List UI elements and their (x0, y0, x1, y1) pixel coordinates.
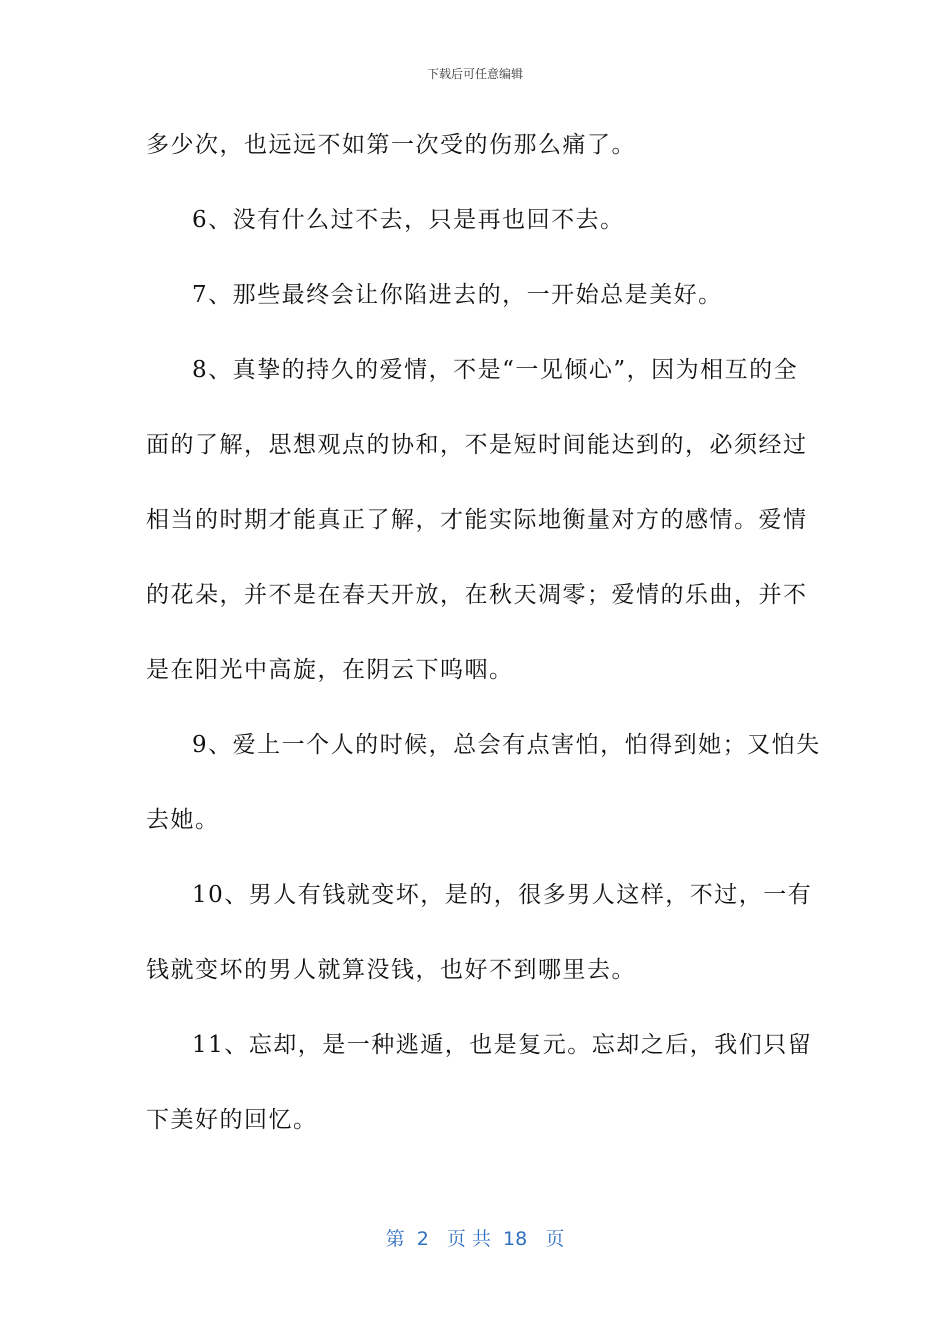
text-line: 11、忘却，是一种逃遁，也是复元。忘却之后，我们只留 (192, 1032, 813, 1058)
text-line: 9、爱上一个人的时候，总会有点害怕，怕得到她；又怕失 (192, 732, 821, 758)
text-line: 下美好的回忆。 (146, 1107, 318, 1133)
page-header: 下载后可任意编辑 (426, 67, 523, 81)
page-number-footer: 第 2 页 共 18 页 (385, 1228, 565, 1250)
text-line: 7、那些最终会让你陷进去的，一开始总是美好。 (192, 282, 723, 308)
text-line: 面的了解，思想观点的协和，不是短时间能达到的，必须经过 (146, 432, 808, 458)
text-line: 多少次，也远远不如第一次受的伤那么痛了。 (146, 132, 636, 158)
text-line: 10、男人有钱就变坏，是的，很多男人这样，不过，一有 (192, 882, 813, 908)
text-line: 的花朵，并不是在春天开放，在秋天凋零；爱情的乐曲，并不 (146, 582, 808, 608)
text-line: 去她。 (146, 807, 220, 833)
document-body (146, 130, 821, 1180)
text-line: 是在阳光中高旋，在阴云下呜咽。 (146, 657, 514, 683)
text-line: 8、真挚的持久的爱情，不是“一见倾心”，因为相互的全 (192, 357, 799, 383)
text-line: 6、没有什么过不去，只是再也回不去。 (192, 207, 625, 233)
text-line: 钱就变坏的男人就算没钱，也好不到哪里去。 (146, 957, 636, 983)
text-line: 相当的时期才能真正了解，才能实际地衡量对方的感情。爱情 (146, 507, 808, 533)
